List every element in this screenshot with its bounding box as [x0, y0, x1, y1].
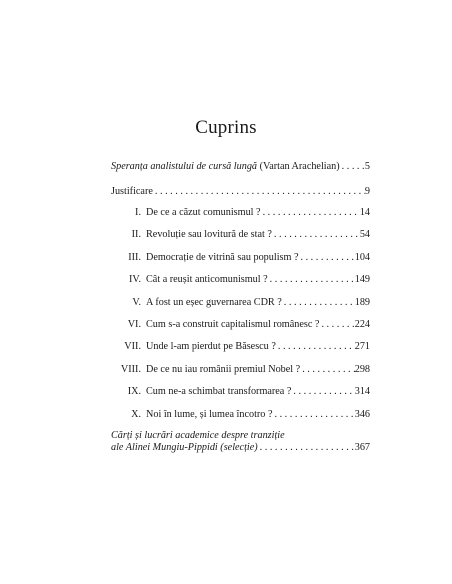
toc-page-number: 9	[364, 186, 370, 197]
leader-dots	[276, 340, 355, 354]
chapter-number: X.	[131, 408, 141, 420]
toc-entry-label: Cum s-a construit capitalismul românesc ?	[146, 318, 320, 330]
leader-dots	[291, 385, 354, 399]
toc-entry-label: De ce nu iau românii premiul Nobel ?	[146, 363, 301, 375]
toc-page-number: 314	[354, 386, 370, 398]
leader-dots	[258, 442, 355, 454]
toc-entry-chapter	[111, 206, 370, 220]
toc-page-number: 224	[354, 318, 370, 330]
toc-entry-label-line2: ale Alinei Mungiu-Pippidi (selecție)	[111, 441, 258, 453]
chapter-number: V.	[132, 296, 141, 308]
toc-page-number: 149	[354, 274, 370, 286]
toc-entry-label-line1: Cărți și lucrări academice despre tranziție	[111, 429, 285, 441]
table-of-contents	[111, 160, 370, 454]
chapter-list	[111, 206, 370, 422]
leader-dots	[261, 206, 360, 220]
toc-page-number: 189	[354, 296, 370, 308]
toc-page-number: 298	[354, 363, 370, 375]
toc-page-number: 104	[354, 251, 370, 263]
chapter-number: II.	[131, 229, 141, 241]
toc-entry-chapter	[111, 251, 370, 265]
toc-entry-label	[111, 160, 340, 174]
chapter-number: VI.	[127, 318, 141, 330]
chapter-number: VIII.	[120, 363, 141, 375]
toc-entry-justificare	[111, 185, 370, 199]
chapter-number: I.	[135, 207, 141, 218]
leader-dots	[298, 251, 354, 265]
toc-page-number: 5	[364, 161, 370, 172]
toc-entry-label: Cum ne-a schimbat transformarea ?	[146, 386, 292, 398]
toc-page-number: 54	[359, 229, 370, 241]
toc-entry-label: De ce a căzut comunismul ?	[146, 207, 261, 218]
toc-entry-chapter	[111, 228, 370, 242]
toc-entry-chapter	[111, 363, 370, 377]
toc-page-number: 14	[359, 207, 370, 218]
toc-entry-chapter	[111, 385, 370, 399]
toc-entry-chapter	[111, 408, 370, 422]
toc-entry-label: Justificare	[111, 186, 153, 197]
leader-dots	[153, 185, 365, 199]
toc-entry-label: Noi în lume, și lumea încotro ?	[146, 408, 273, 420]
toc-entry-chapter	[111, 273, 370, 287]
toc-page-number: 271	[354, 341, 370, 353]
toc-entry-intro	[111, 160, 370, 174]
toc-entry-label: Democrație de vitrină sau populism ?	[146, 251, 299, 263]
toc-entry-bibliography	[111, 430, 370, 454]
toc-entry-chapter	[111, 296, 370, 310]
toc-entry-label: Unde l-am pierdut pe Băsescu ?	[146, 341, 276, 353]
leader-dots	[268, 273, 355, 287]
toc-page-number: 346	[354, 408, 370, 420]
toc-entry-label: Revoluție sau lovitură de stat ?	[146, 229, 272, 241]
toc-entry-italic-title: Speranța analistului de cursă lungă	[111, 161, 258, 172]
toc-entry-chapter	[111, 318, 370, 332]
leader-dots	[340, 160, 365, 174]
chapter-number: III.	[128, 251, 141, 263]
chapter-number: IV.	[129, 274, 141, 286]
toc-page-number: 367	[354, 441, 370, 453]
page-title: Cuprins	[195, 117, 257, 138]
chapter-number: IX.	[127, 386, 141, 398]
leader-dots	[319, 318, 354, 332]
leader-dots	[272, 408, 354, 422]
toc-entry-chapter	[111, 340, 370, 354]
chapter-number: VII.	[124, 341, 141, 353]
leader-dots	[300, 363, 355, 377]
toc-entry-author: (Vartan Arachelian)	[257, 161, 340, 172]
toc-entry-label: Cât a reușit anticomunismul ?	[146, 274, 268, 286]
leader-dots	[272, 228, 360, 242]
toc-entry-label: A fost un eșec guvernarea CDR ?	[146, 296, 282, 308]
leader-dots	[282, 296, 355, 310]
